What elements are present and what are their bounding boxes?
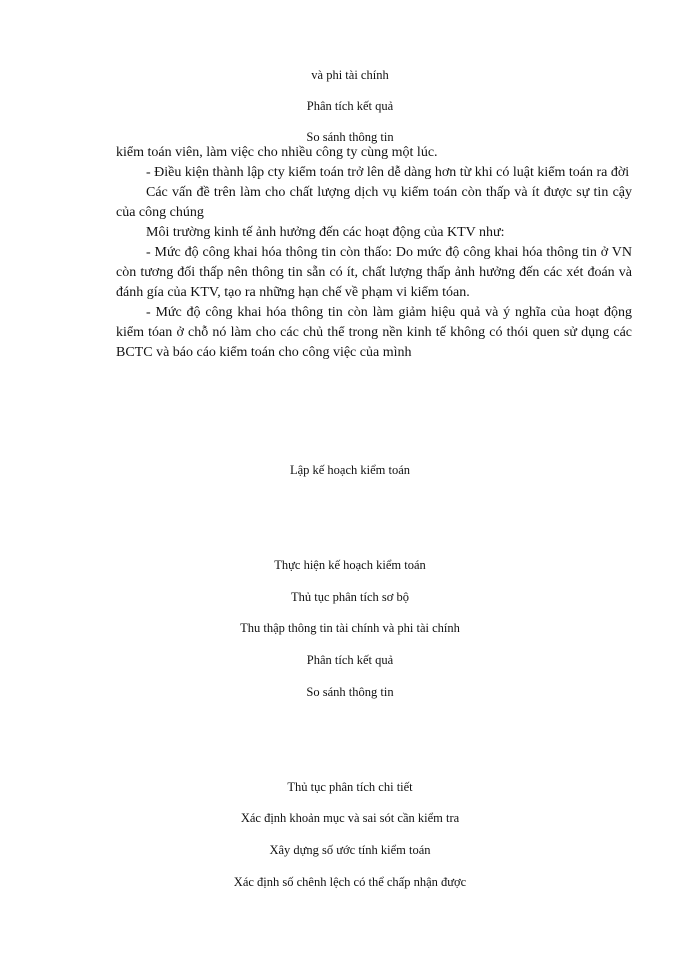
diagram-label-compare-info: So sánh thông tin	[306, 130, 394, 144]
diagram-label-preliminary: Thủ tục phân tích sơ bộ	[290, 590, 410, 604]
diagram-label-analyze-results: Phân tích kết quả	[306, 99, 394, 113]
diagram-label-analyze: Phân tích kết quả	[306, 653, 394, 667]
diagram-label-execution: Thực hiện kế hoạch kiểm toán	[274, 558, 426, 572]
paragraph: - Điều kiện thành lập cty kiểm toán trở lên dễ dàng hơn từ khi có luật kiểm toán ra đời	[146, 165, 630, 180]
diagram-label-detailed: Thủ tục phân tích chi tiết	[287, 780, 413, 794]
paragraph: kiểm toán viên, làm việc cho nhiều công ty cùng một lúc.	[116, 145, 438, 160]
diagram-label-compare: So sánh thông tin	[306, 685, 394, 699]
paragraph: Các vấn đề trên làm cho chất lượng dịch vụ kiểm toán còn thấp và ít được sự tin cậy của công chúng	[116, 185, 632, 220]
paragraph: - Mức độ công khai hóa thông tin còn thấo: Do mức độ công khai hóa thông tin ở VN còn tương đối thấp nên thông tin sẵn có ít, chất lượng thấp ảnh hưởng đến các xét đoán và đánh gía của KTV, tạo ra những hạn chế về phạm vi kiểm tóan.	[116, 245, 632, 300]
paragraph: Môi trường kinh tế ảnh hưởng đến các hoạt động của KTV như:	[146, 225, 505, 240]
diagram-label-collect: Thu thập thông tin tài chính và phi tài chính	[240, 621, 460, 635]
diagram-label-estimate: Xây dựng số ước tính kiểm toán	[269, 843, 431, 857]
body-text	[116, 143, 632, 363]
diagram-label-threshold: Xác định số chênh lệch có thể chấp nhận được	[233, 875, 467, 889]
diagram-label-non-financial: và phi tài chính	[311, 68, 389, 82]
diagram-label-planning: Lập kế hoạch kiểm toán	[289, 463, 411, 477]
paragraph: - Mức độ công khai hóa thông tin còn làm giảm hiệu quả và ý nghĩa của hoạt động kiểm tóan ở chỗ nó làm cho các chủ thể trong nền kinh tế không có thói quen sử dụng các BCTC và báo cáo kiểm toán cho công việc của mình	[116, 305, 632, 360]
diagram-label-identify: Xác định khoản mục và sai sót cần kiểm tra	[240, 811, 460, 825]
